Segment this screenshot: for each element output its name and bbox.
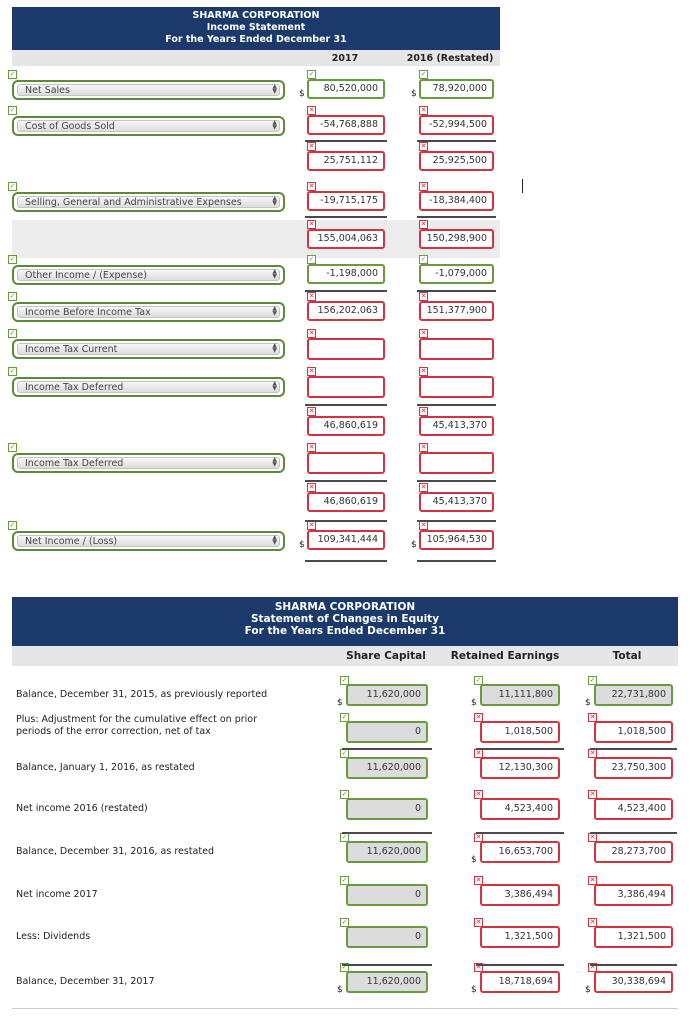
is-period: For the Years Ended December 31: [165, 34, 347, 45]
cross-icon: ✕: [475, 833, 482, 841]
equity-row-label-line: Balance, December 31, 2016, as restated: [16, 846, 214, 857]
total-rule: [417, 216, 496, 218]
eq-share-input[interactable]: 11,620,000: [346, 757, 428, 779]
is-2017-input[interactable]: 155,004,063: [307, 229, 385, 249]
cross-icon: ✕: [308, 329, 315, 337]
total-rule: [417, 520, 496, 522]
is-2017-input[interactable]: 109,341,444: [307, 530, 385, 550]
eq-total-input[interactable]: 22,731,800: [594, 684, 673, 706]
check-icon: ✓: [341, 749, 348, 757]
account-select[interactable]: [12, 453, 285, 473]
select-arrows-icon: ▲ ▼: [272, 342, 277, 354]
cross-icon: ✕: [308, 483, 315, 491]
currency-symbol: $: [299, 540, 305, 550]
equity-row-label: [16, 846, 214, 858]
is-2017-input[interactable]: -19,715,175: [307, 191, 385, 211]
account-select-label: Income Before Income Tax: [17, 306, 280, 318]
is-company: SHARMA CORPORATION: [192, 10, 320, 21]
check-icon: ✓: [420, 70, 427, 78]
account-select[interactable]: [12, 192, 285, 212]
cross-icon: ✕: [308, 142, 315, 150]
equity-statement-header: [12, 597, 678, 646]
cross-icon: ✕: [420, 106, 427, 114]
eq-company: SHARMA CORPORATION: [274, 601, 416, 613]
account-select-label: Selling, General and Administrative Expenses: [17, 196, 280, 208]
cross-icon: ✕: [308, 292, 315, 300]
is-2016-input[interactable]: -1,079,000: [419, 264, 494, 284]
is-2017-input[interactable]: [307, 338, 385, 360]
account-select-label: Cost of Goods Sold: [17, 120, 280, 132]
is-2016-input[interactable]: [419, 376, 494, 398]
cross-icon: ✕: [308, 220, 315, 228]
select-arrows-icon: ▲ ▼: [272, 268, 277, 280]
is-2017-input[interactable]: 80,520,000: [307, 79, 385, 99]
select-arrows-icon: ▲ ▼: [272, 380, 277, 392]
eq-retained-input[interactable]: 1,018,500: [480, 721, 560, 743]
check-icon: ✓: [308, 70, 315, 78]
equity-row-label-line: Balance, January 1, 2016, as restated: [16, 762, 195, 773]
total-rule: [417, 480, 496, 482]
equity-row-label: [16, 803, 148, 815]
is-col-2016: 2016 (Restated): [406, 53, 494, 64]
check-icon: ✓: [9, 70, 16, 78]
account-select[interactable]: [12, 265, 285, 285]
is-2016-input[interactable]: 45,413,370: [419, 416, 494, 436]
check-icon: ✓: [9, 106, 16, 114]
check-icon: ✓: [341, 790, 348, 798]
check-icon: ✓: [341, 676, 348, 684]
is-2016-input[interactable]: [419, 338, 494, 360]
is-2017-input[interactable]: -54,768,888: [307, 115, 385, 135]
check-icon: ✓: [308, 255, 315, 263]
eq-retained-input[interactable]: 18,718,694: [480, 971, 560, 993]
total-rule: [590, 832, 677, 834]
check-icon: ✓: [9, 255, 16, 263]
cross-icon: ✕: [420, 329, 427, 337]
account-select-label: Net Sales: [17, 84, 280, 96]
eq-title: Statement of Changes in Equity: [250, 613, 440, 625]
eq-share-input[interactable]: 0: [346, 926, 428, 948]
currency-symbol: $: [337, 698, 343, 708]
eq-total-input[interactable]: 1,321,500: [594, 926, 673, 948]
account-select-label: Net Income / (Loss): [17, 535, 280, 547]
eq-col-share: Share Capital: [346, 650, 426, 662]
is-2016-input[interactable]: -18,384,400: [419, 191, 494, 211]
eq-period: For the Years Ended December 31: [244, 625, 446, 637]
is-2017-input[interactable]: [307, 376, 385, 398]
cross-icon: ✕: [589, 833, 596, 841]
equity-row-label-line: Net income 2016 (restated): [16, 803, 148, 814]
cross-icon: ✕: [420, 443, 427, 451]
is-title: Income Statement: [206, 22, 306, 33]
account-select[interactable]: [12, 377, 285, 397]
is-2016-input[interactable]: 105,964,530: [419, 530, 494, 550]
currency-symbol: $: [299, 89, 305, 99]
is-2016-input[interactable]: [419, 452, 494, 474]
total-rule: [305, 480, 387, 482]
currency-symbol: $: [585, 698, 591, 708]
cross-icon: ✕: [420, 407, 427, 415]
cross-icon: ✕: [589, 749, 596, 757]
eq-share-input[interactable]: 0: [346, 798, 428, 820]
eq-retained-input[interactable]: 16,653,700: [480, 841, 560, 863]
is-2016-input[interactable]: 151,377,900: [419, 301, 494, 321]
equity-row-label: [16, 976, 155, 988]
total-rule: [305, 560, 387, 562]
equity-row-label-line: Plus: Adjustment for the cumulative effect on prior: [16, 714, 257, 725]
check-icon: ✓: [9, 329, 16, 337]
total-rule: [476, 964, 564, 966]
currency-symbol: $: [337, 985, 343, 995]
check-icon: ✓: [9, 521, 16, 529]
is-2017-input[interactable]: 46,860,619: [307, 492, 385, 512]
text-cursor: [522, 179, 523, 193]
eq-share-input[interactable]: 11,620,000: [346, 841, 428, 863]
equity-row-label: [16, 714, 257, 738]
eq-share-input[interactable]: 11,620,000: [346, 971, 428, 993]
cross-icon: ✕: [420, 367, 427, 375]
currency-symbol: $: [585, 985, 591, 995]
check-icon: ✓: [341, 833, 348, 841]
cross-icon: ✕: [308, 367, 315, 375]
total-rule: [342, 964, 432, 966]
currency-symbol: $: [471, 985, 477, 995]
select-arrows-icon: ▲ ▼: [272, 119, 277, 131]
cross-icon: ✕: [475, 876, 482, 884]
currency-symbol: $: [411, 540, 417, 550]
eq-total-input[interactable]: 1,018,500: [594, 721, 673, 743]
eq-share-input[interactable]: 0: [346, 721, 428, 743]
cross-icon: ✕: [420, 521, 427, 529]
is-2016-input[interactable]: -52,994,500: [419, 115, 494, 135]
eq-retained-input[interactable]: 4,523,400: [480, 798, 560, 820]
cross-icon: ✕: [475, 918, 482, 926]
check-icon: ✓: [341, 876, 348, 884]
eq-share-input[interactable]: 0: [346, 884, 428, 906]
total-rule: [476, 748, 564, 750]
cross-icon: ✕: [589, 876, 596, 884]
total-rule: [590, 964, 677, 966]
is-2017-input[interactable]: -1,198,000: [307, 264, 385, 284]
total-rule: [342, 832, 432, 834]
eq-retained-input[interactable]: 11,111,800: [480, 684, 560, 706]
is-2016-input[interactable]: 150,298,900: [419, 229, 494, 249]
is-2017-input[interactable]: 156,202,063: [307, 301, 385, 321]
cross-icon: ✕: [308, 106, 315, 114]
total-rule: [417, 404, 496, 406]
equity-row-label-line: Balance, December 31, 2015, as previously reported: [16, 689, 268, 700]
is-2016-input[interactable]: 78,920,000: [419, 79, 494, 99]
account-select-label: Income Tax Deferred: [17, 457, 280, 469]
total-rule: [305, 520, 387, 522]
account-select[interactable]: [12, 116, 285, 136]
total-rule: [305, 140, 387, 142]
income-statement-header: [12, 7, 500, 50]
total-rule: [590, 748, 677, 750]
check-icon: ✓: [341, 963, 348, 971]
check-icon: ✓: [9, 443, 16, 451]
account-select-label: Other Income / (Expense): [17, 269, 280, 281]
cross-icon: ✕: [420, 292, 427, 300]
total-rule: [417, 290, 496, 292]
eq-total-input[interactable]: 4,523,400: [594, 798, 673, 820]
is-2017-input[interactable]: [307, 452, 385, 474]
account-select-label: Income Tax Current: [17, 343, 280, 355]
equity-row-label: [16, 889, 98, 901]
cross-icon: ✕: [475, 749, 482, 757]
cross-icon: ✕: [475, 713, 482, 721]
eq-total-input[interactable]: 28,273,700: [594, 841, 673, 863]
is-2017-input[interactable]: 25,751,112: [307, 151, 385, 171]
equity-row-label-line: Net income 2017: [16, 889, 98, 900]
eq-retained-input[interactable]: 12,130,300: [480, 757, 560, 779]
equity-row-label: [16, 931, 90, 943]
check-icon: ✓: [475, 676, 482, 684]
currency-symbol: $: [411, 89, 417, 99]
check-icon: ✓: [9, 292, 16, 300]
total-rule: [342, 748, 432, 750]
eq-retained-input[interactable]: 3,386,494: [480, 884, 560, 906]
check-icon: ✓: [9, 367, 16, 375]
total-rule: [417, 560, 496, 562]
total-rule: [305, 216, 387, 218]
account-select[interactable]: [12, 531, 285, 551]
cross-icon: ✕: [589, 790, 596, 798]
select-arrows-icon: ▲ ▼: [272, 534, 277, 546]
eq-total-input[interactable]: 3,386,494: [594, 884, 673, 906]
select-arrows-icon: ▲ ▼: [272, 456, 277, 468]
total-rule: [417, 140, 496, 142]
eq-total-input[interactable]: 23,750,300: [594, 757, 673, 779]
account-select[interactable]: [12, 302, 285, 322]
equity-row-label-line: Less: Dividends: [16, 931, 91, 942]
check-icon: ✓: [341, 713, 348, 721]
eq-col-retained: Retained Earnings: [450, 650, 560, 662]
cross-icon: ✕: [308, 182, 315, 190]
equity-row-label-line: Balance, December 31, 2017: [16, 976, 155, 987]
cross-icon: ✕: [589, 963, 596, 971]
currency-symbol: $: [471, 698, 477, 708]
eq-col-total: Total: [612, 650, 642, 662]
check-icon: ✓: [420, 255, 427, 263]
eq-total-input[interactable]: 30,338,694: [594, 971, 673, 993]
equity-bottom-rule: [12, 1008, 678, 1009]
account-select-label: Income Tax Deferred: [17, 381, 280, 393]
equity-row-label: [16, 762, 195, 774]
cross-icon: ✕: [420, 483, 427, 491]
total-rule: [305, 290, 387, 292]
select-arrows-icon: ▲ ▼: [272, 83, 277, 95]
is-2016-input[interactable]: 25,925,500: [419, 151, 494, 171]
equity-row-label: [16, 689, 267, 701]
cross-icon: ✕: [589, 918, 596, 926]
check-icon: ✓: [589, 676, 596, 684]
cross-icon: ✕: [420, 220, 427, 228]
eq-retained-input[interactable]: 1,321,500: [480, 926, 560, 948]
check-icon: ✓: [9, 182, 16, 190]
total-rule: [476, 832, 564, 834]
cross-icon: ✕: [308, 521, 315, 529]
cross-icon: ✕: [475, 790, 482, 798]
eq-share-input[interactable]: 11,620,000: [346, 684, 428, 706]
select-arrows-icon: ▲ ▼: [272, 305, 277, 317]
account-select[interactable]: [12, 339, 285, 359]
cross-icon: ✕: [589, 713, 596, 721]
cross-icon: ✕: [308, 407, 315, 415]
cross-icon: ✕: [475, 963, 482, 971]
is-2016-input[interactable]: 45,413,370: [419, 492, 494, 512]
is-col-2017: 2017: [331, 53, 359, 64]
select-arrows-icon: ▲ ▼: [272, 195, 277, 207]
is-2017-input[interactable]: 46,860,619: [307, 416, 385, 436]
account-select[interactable]: [12, 80, 285, 100]
total-rule: [305, 404, 387, 406]
equity-row-label-line: periods of the error correction, net of tax: [16, 726, 211, 737]
check-icon: ✓: [341, 918, 348, 926]
currency-symbol: $: [471, 855, 477, 865]
cross-icon: ✕: [420, 182, 427, 190]
cross-icon: ✕: [420, 142, 427, 150]
cross-icon: ✕: [308, 443, 315, 451]
